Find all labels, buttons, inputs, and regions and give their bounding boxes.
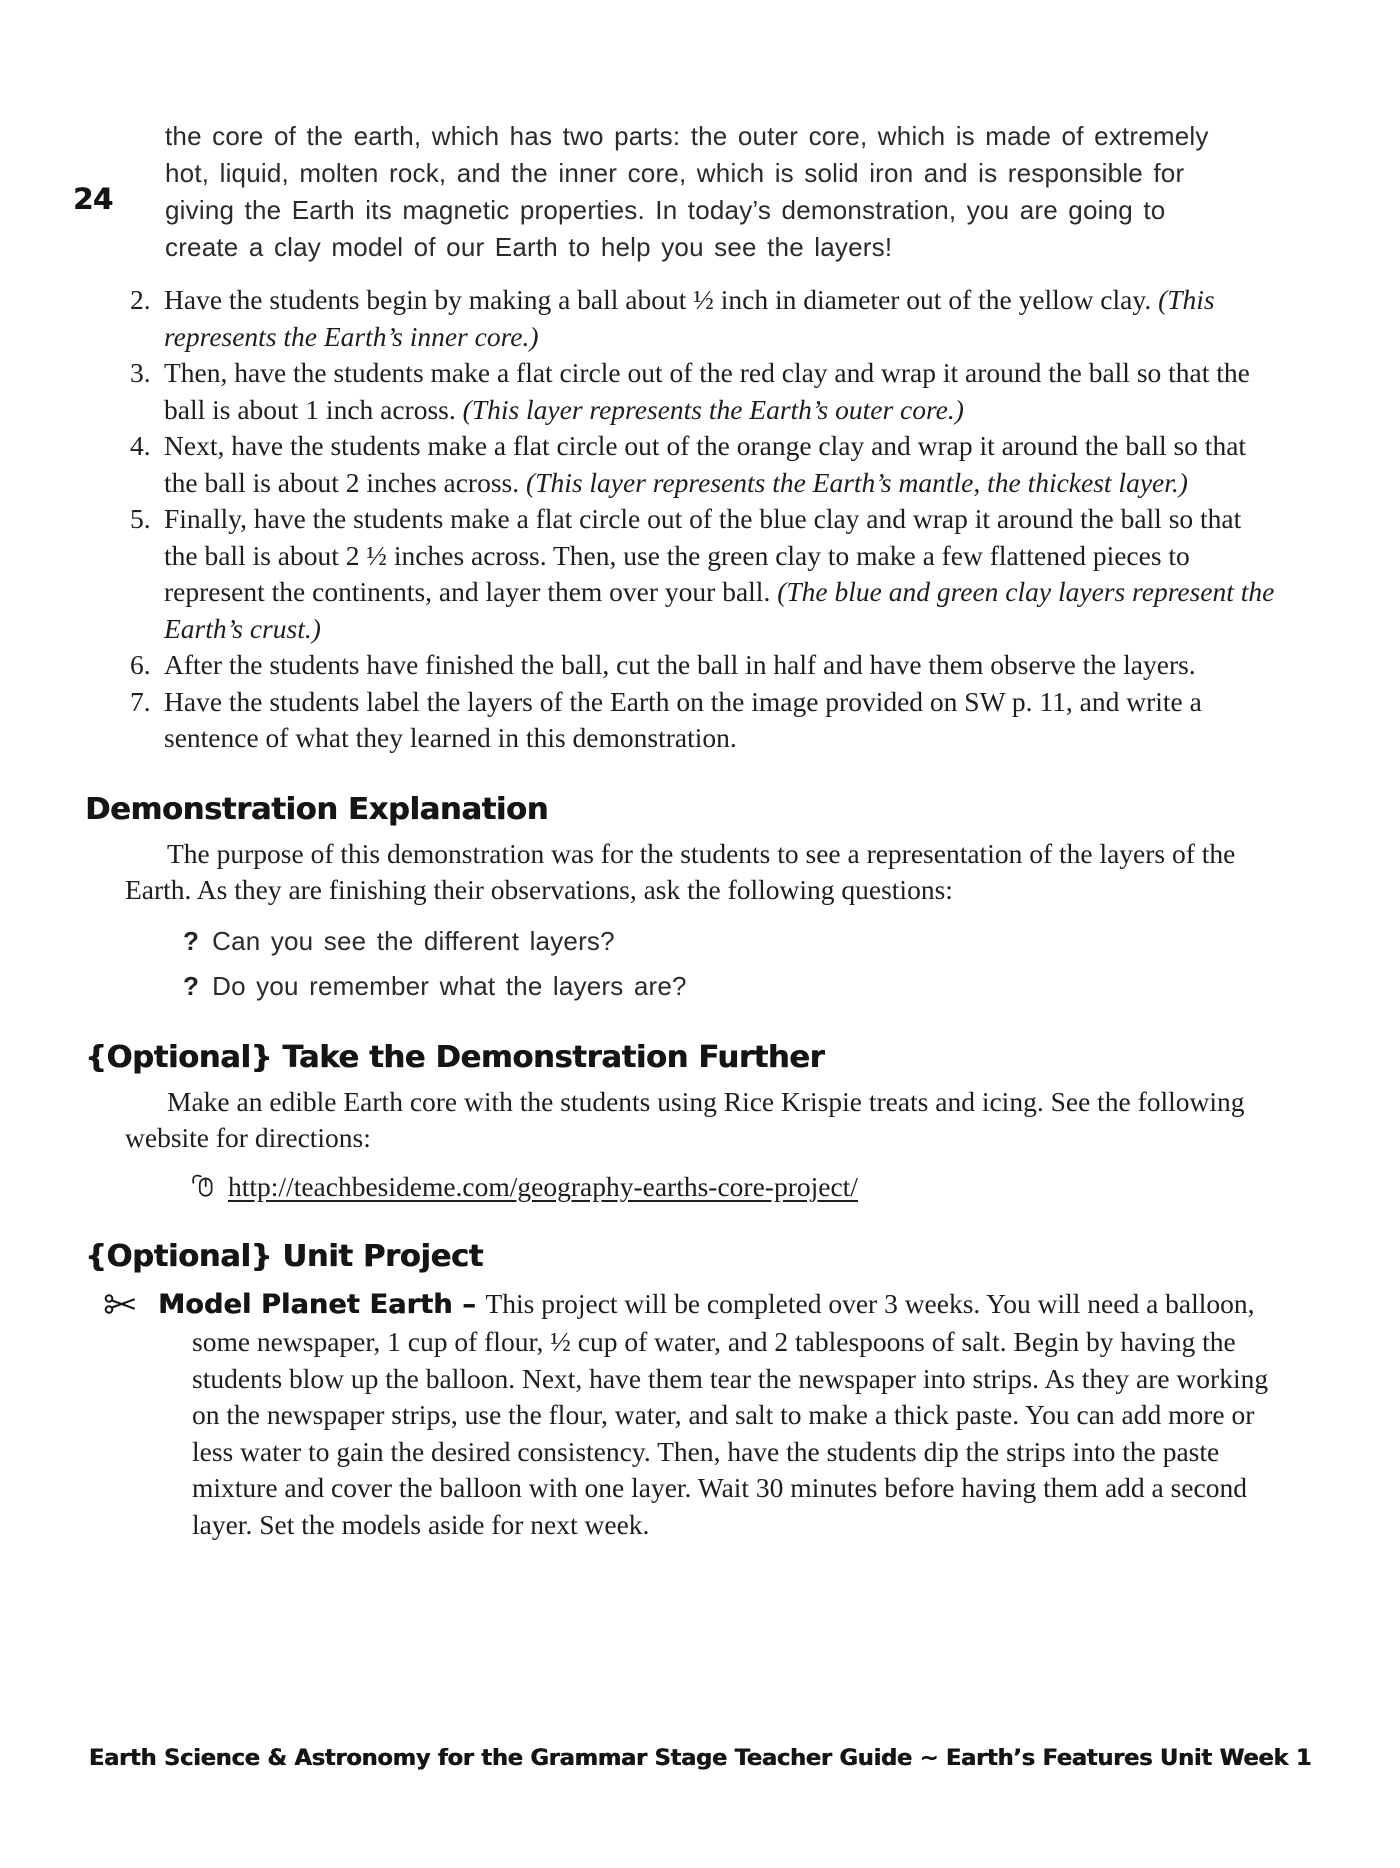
step-text: Have the students begin by making a ball about ½ inch in diameter out of the yellow clay. (This represents the Earth’s inner core.) <box>164 284 1215 352</box>
step-text: Next, have the students make a flat circle out of the orange clay and wrap it around the ball so that the ball is about 2 inches across. (This layer represents the Earth’s mantle, the thickest layer.) <box>164 430 1247 498</box>
project-title: Model Planet Earth – <box>158 1288 486 1320</box>
section-heading-demonstration-explanation: Demonstration Explanation <box>85 791 549 827</box>
project-url-link[interactable]: http://teachbesideme.com/geography-earths-core-project/ <box>228 1171 858 1202</box>
question-text: Can you see the different layers? <box>212 925 615 956</box>
step-item <box>130 355 1276 428</box>
footer-text: Earth Science & Astronomy for the Grammar Stage Teacher Guide ~ Earth’s Features Unit Week 1 <box>88 1745 1312 1771</box>
page-number: 24 <box>73 182 113 216</box>
unit-project-paragraph <box>158 1286 1272 1544</box>
question-mark-bullet-icon: ? <box>183 970 200 1001</box>
step-item <box>130 282 1276 355</box>
step-number: 5. <box>130 503 151 534</box>
step-text: Then, have the students make a flat circle out of the red clay and wrap it around the ball so that the ball is about 1 inch across. (This layer represents the Earth’s outer core.) <box>164 357 1250 425</box>
step-number: 7. <box>130 685 151 717</box>
question-row <box>183 964 1400 1009</box>
section-heading-take-demonstration-further: {Optional} Take the Demonstration Further <box>85 1039 825 1075</box>
step-text: After the students have finished the ball, cut the ball in half and have them observe the layers. <box>164 649 1196 680</box>
step-number: 2. <box>130 284 151 315</box>
project-body-text: This project will be completed over 3 weeks. You will need a balloon, some newspaper, 1 cup of flour, ½ cup of water, and 2 tablespoons of salt. Begin by having the students blow up the balloon. Next, have them tear the newspaper into strips. As they are working on the newspaper strips, use the flour, water, and salt to make a thick paste. You can add more or less water to gain the desired consistency. Then, have the students dip the strips into the paste mixture and cover the balloon with one layer. Wait 30 minutes before having them add a second layer. Set the models aside for next week. <box>192 1287 1269 1540</box>
step-item <box>130 501 1276 647</box>
step-number: 3. <box>130 357 151 388</box>
website-link-row <box>190 1171 1400 1204</box>
demonstration-explanation-paragraph: The purpose of this demonstration was for the students to see a representation of the layers of the Earth. As they are finishing their observations, ask the following questions: <box>125 837 1236 905</box>
question-row <box>183 919 1400 964</box>
question-list <box>0 919 1400 1009</box>
question-mark-bullet-icon: ? <box>183 925 200 956</box>
intro-paragraph: the core of the earth, which has two parts: the outer core, which is made of extremely hot, liquid, molten rock, and the inner core, which is solid iron and is responsible for giving the Earth its magnetic properties. In today’s demonstration, you are going to create a clay model of our Earth to help you see the layers! <box>165 121 1209 262</box>
step-text: Finally, have the students make a flat circle out of the blue clay and wrap it around the ball so that the ball is about 2 ½ inches across. Then, use the green clay to make a few flattened pieces to represent the continents, and layer them over your ball. (The blue and green clay layers represent the Earth’s crust.) <box>164 503 1275 644</box>
steps-list <box>130 282 1276 757</box>
step-item <box>130 684 1276 757</box>
step-item <box>130 428 1276 501</box>
question-text: Do you remember what the layers are? <box>212 970 687 1001</box>
step-text: Have the students label the layers of the Earth on the image provided on SW p. 11, and write a sentence of what they learned in this demonstration. <box>164 685 1202 753</box>
computer-mouse-icon <box>190 1171 216 1204</box>
step-number: 6. <box>130 649 151 680</box>
step-item <box>130 647 1276 684</box>
section-heading-unit-project: {Optional} Unit Project <box>85 1238 483 1274</box>
step-number: 4. <box>130 430 151 461</box>
take-further-paragraph: Make an edible Earth core with the students using Rice Krispie treats and icing. See the following website for directions: <box>125 1085 1245 1153</box>
